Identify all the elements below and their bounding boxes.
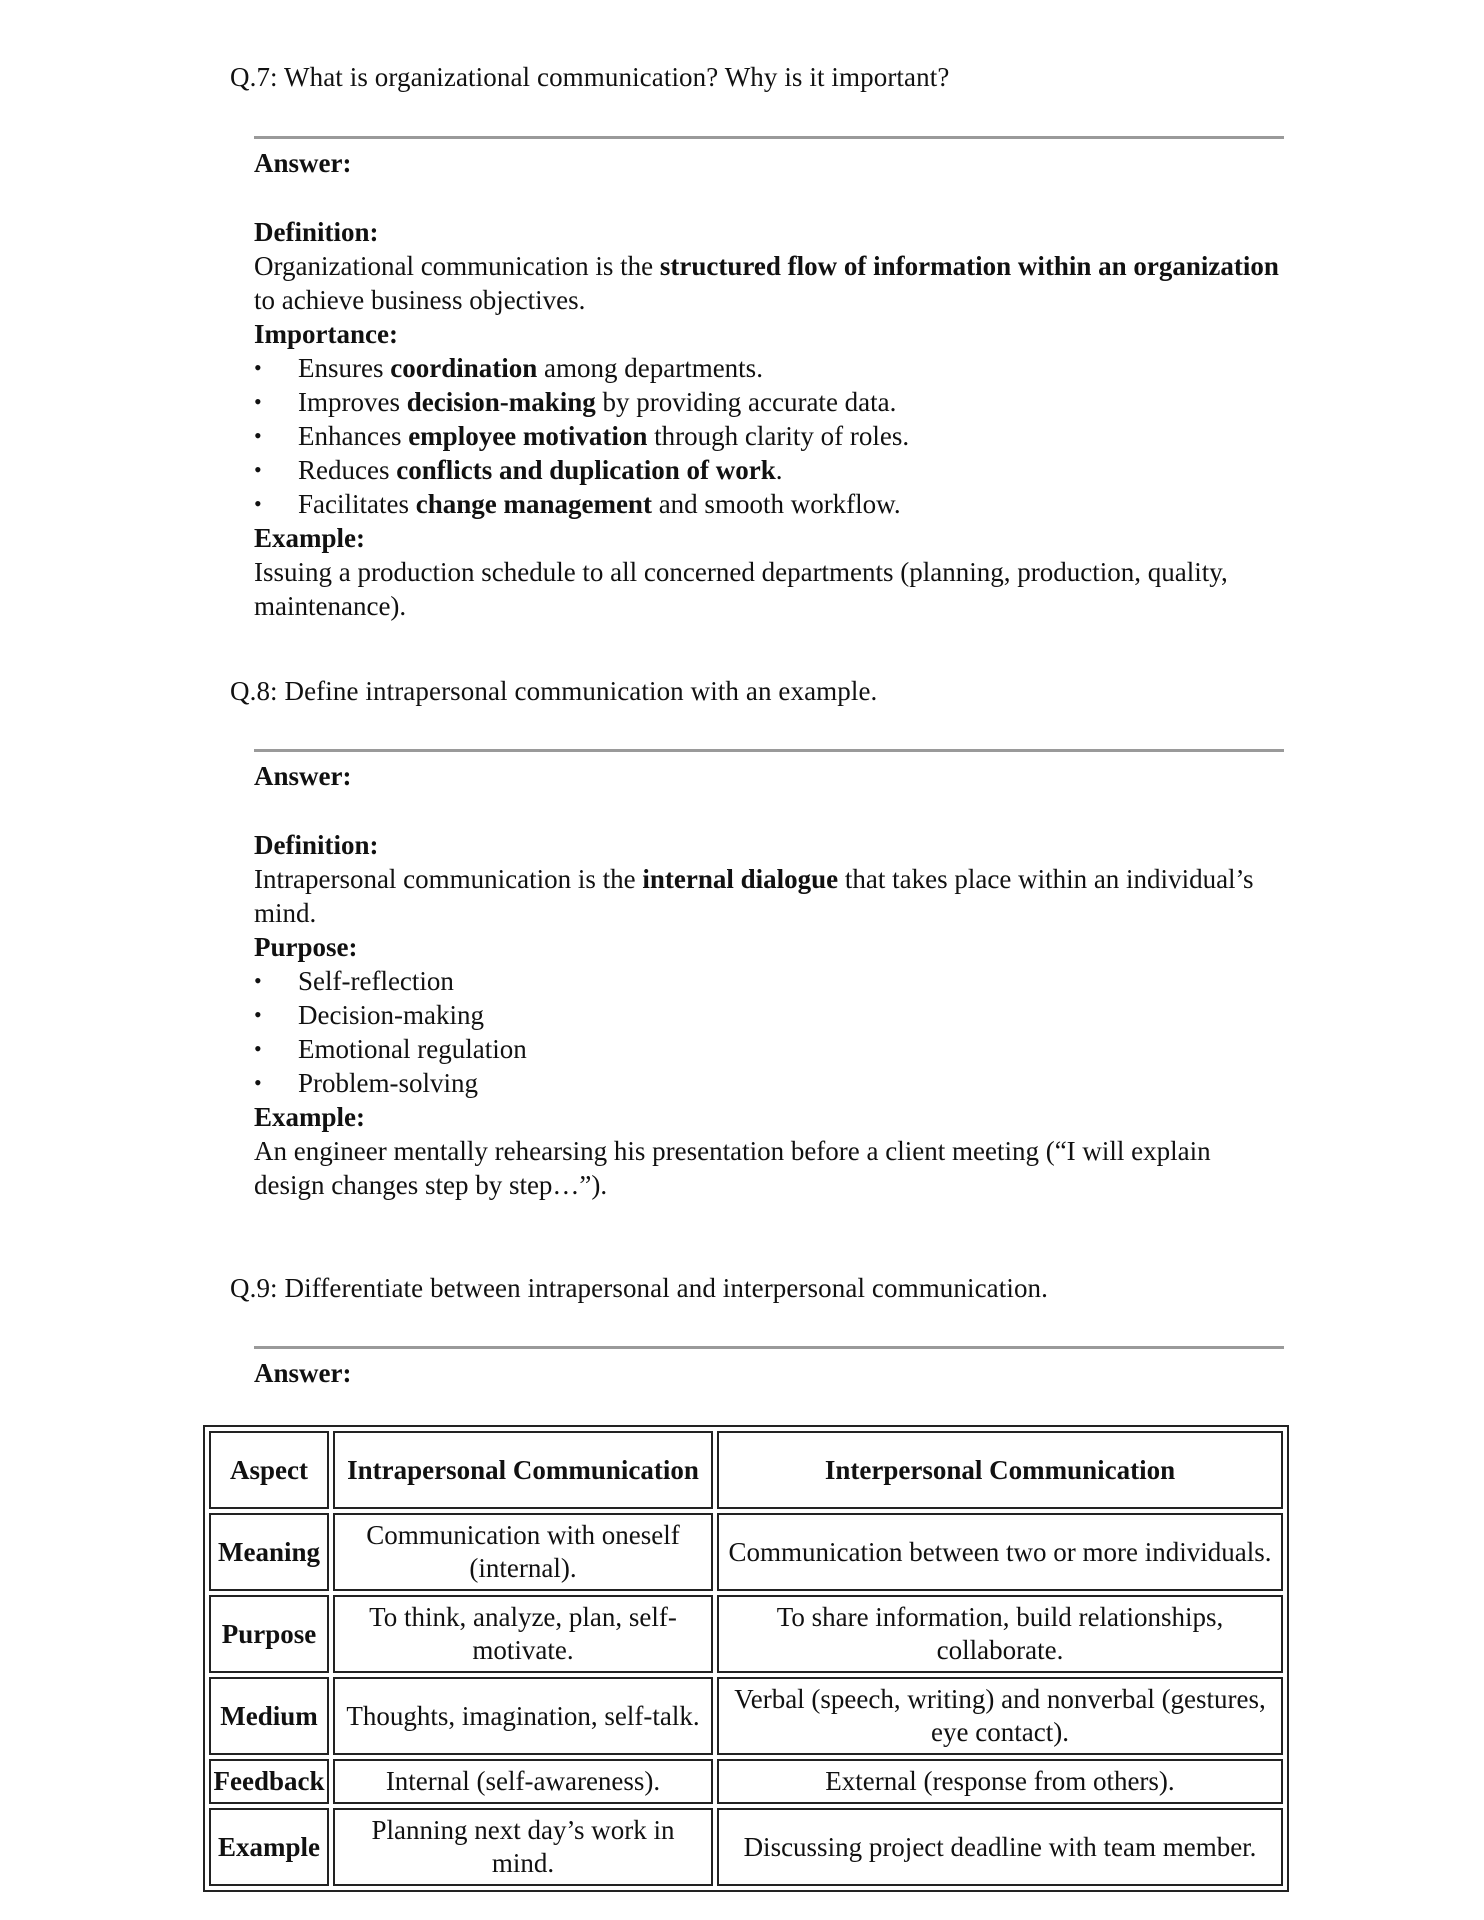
aspect-cell: Example	[209, 1808, 329, 1886]
answer-label: Answer:	[254, 148, 352, 178]
example-label: Example:	[254, 523, 365, 553]
table-header-row	[209, 1431, 1283, 1509]
list-item	[254, 487, 1284, 521]
example-label: Example:	[254, 1102, 365, 1132]
definition-text-part: to achieve business objectives.	[254, 285, 586, 315]
list-emphasis: change management	[415, 489, 652, 519]
definition-emphasis: structured flow of information within an organization	[659, 251, 1279, 281]
question-9: Q.9: Differentiate between intrapersonal and interpersonal communication.	[230, 1273, 1049, 1303]
table-cell: External (response from others).	[717, 1759, 1283, 1804]
aspect-cell: Purpose	[209, 1595, 329, 1673]
column-header: Aspect	[209, 1431, 329, 1509]
question-8: Q.8: Define intrapersonal communication with an example.	[230, 676, 878, 706]
table-cell: Verbal (speech, writing) and nonverbal (gestures, eye contact).	[717, 1677, 1283, 1755]
importance-label: Importance:	[254, 319, 398, 349]
list-item	[254, 419, 1284, 453]
question-7: Q.7: What is organizational communication? Why is it important?	[230, 62, 950, 92]
column-header: Intrapersonal Communication	[333, 1431, 713, 1509]
comparison-table	[203, 1425, 1289, 1892]
importance-list	[254, 351, 1284, 521]
list-item: • Emotional regulation	[254, 1032, 1284, 1066]
table-cell: Communication with oneself (internal).	[333, 1513, 713, 1591]
list-text: Reduces	[298, 455, 397, 485]
aspect-cell: Medium	[209, 1677, 329, 1755]
list-item: • Self-reflection	[254, 964, 1284, 998]
definition-label: Definition:	[254, 830, 379, 860]
list-item: • Decision-making	[254, 998, 1284, 1032]
definition-emphasis: internal dialogue	[642, 864, 839, 894]
definition-text	[254, 862, 1284, 930]
list-emphasis: decision-making	[406, 387, 596, 417]
definition-label: Definition:	[254, 217, 379, 247]
list-emphasis: coordination	[390, 353, 538, 383]
divider	[254, 749, 1284, 752]
list-text: Ensures	[298, 353, 391, 383]
list-item	[254, 385, 1284, 419]
table-cell: Internal (self-awareness).	[333, 1759, 713, 1804]
list-item	[254, 453, 1284, 487]
list-text: Enhances	[298, 421, 409, 451]
answer-label: Answer:	[254, 1358, 352, 1388]
list-text: by providing accurate data.	[595, 387, 897, 417]
table-row	[209, 1595, 1283, 1673]
aspect-cell: Meaning	[209, 1513, 329, 1591]
answer-8	[254, 828, 1284, 1202]
purpose-list	[254, 964, 1284, 1100]
table-row	[209, 1759, 1283, 1804]
definition-text-part: Intrapersonal communication is the	[254, 864, 643, 894]
table-row	[209, 1677, 1283, 1755]
purpose-label: Purpose:	[254, 932, 358, 962]
list-emphasis: conflicts and duplication of work	[396, 455, 776, 485]
table-row	[209, 1513, 1283, 1591]
divider	[254, 1346, 1284, 1349]
list-text: among departments.	[537, 353, 763, 383]
column-header: Interpersonal Communication	[717, 1431, 1283, 1509]
list-item: • Problem-solving	[254, 1066, 1284, 1100]
answer-label: Answer:	[254, 761, 352, 791]
list-text: Improves	[298, 387, 407, 417]
table-cell: Thoughts, imagination, self-talk.	[333, 1677, 713, 1755]
definition-text	[254, 249, 1284, 317]
definition-text-part: that takes place within an individual’s mind.	[254, 864, 1254, 928]
table-cell: To think, analyze, plan, self-motivate.	[333, 1595, 713, 1673]
list-item	[254, 351, 1284, 385]
table-cell: Communication between two or more individuals.	[717, 1513, 1283, 1591]
list-text: and smooth workflow.	[651, 489, 901, 519]
table-cell: Planning next day’s work in mind.	[333, 1808, 713, 1886]
example-text: An engineer mentally rehearsing his presentation before a client meeting (“I will explain design changes step by step…”).	[254, 1136, 1211, 1200]
table-row	[209, 1808, 1283, 1886]
list-emphasis: employee motivation	[408, 421, 648, 451]
aspect-cell: Feedback	[209, 1759, 329, 1804]
divider	[254, 136, 1284, 139]
table-cell: To share information, build relationships, collaborate.	[717, 1595, 1283, 1673]
list-text: .	[775, 455, 783, 485]
answer-7	[254, 215, 1284, 623]
definition-text-part: Organizational communication is the	[254, 251, 660, 281]
list-text: through clarity of roles.	[647, 421, 910, 451]
example-text: Issuing a production schedule to all concerned departments (planning, production, quality, maintenance).	[254, 557, 1228, 621]
table-cell: Discussing project deadline with team member.	[717, 1808, 1283, 1886]
list-text: Facilitates	[298, 489, 416, 519]
